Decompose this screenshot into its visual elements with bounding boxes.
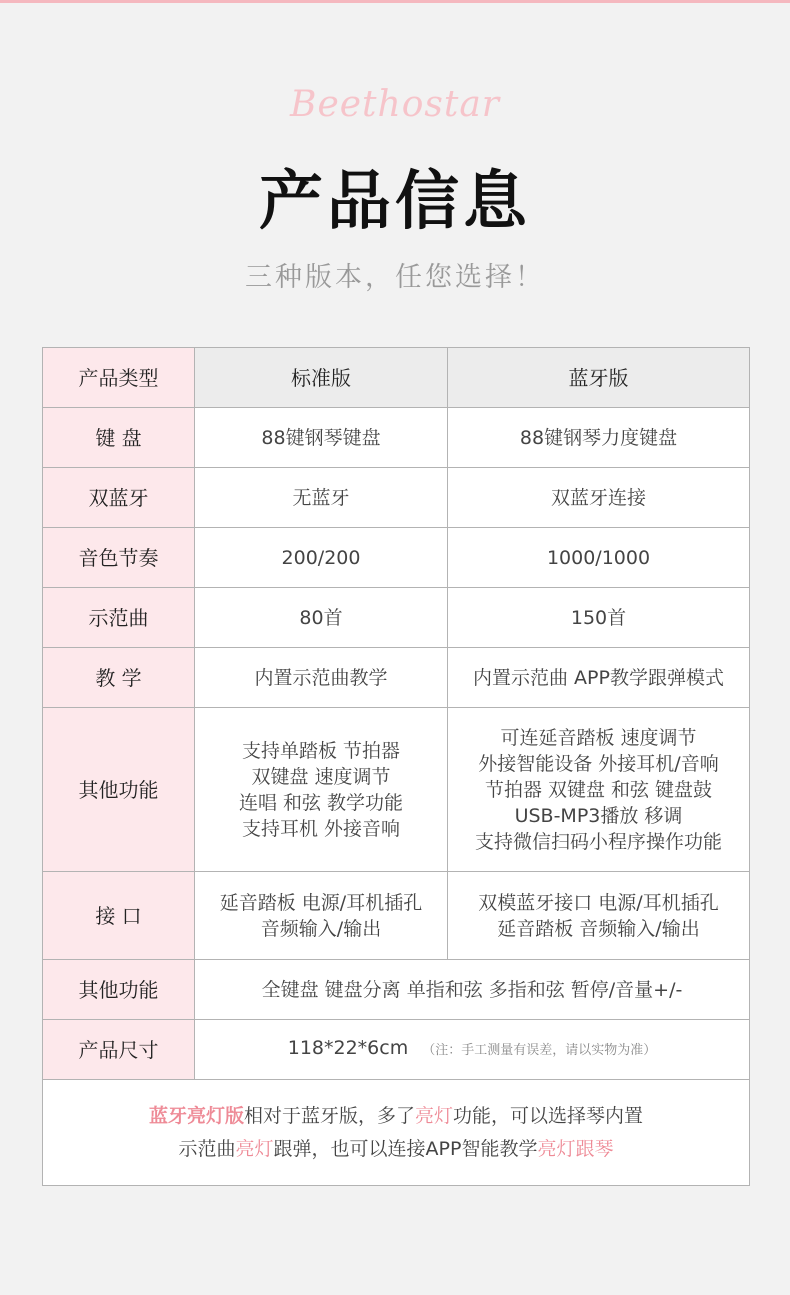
header-bluetooth: 蓝牙版 bbox=[448, 348, 750, 408]
cell-line: 可连延音踏板 速度调节 bbox=[500, 726, 697, 749]
size-note: （注：手工测量有误差，请以实物为准） bbox=[422, 1043, 657, 1058]
brand-logo: Beethostar bbox=[289, 84, 500, 125]
cell-span: 全键盘 键盘分离 单指和弦 多指和弦 暂停/音量+/- bbox=[195, 960, 750, 1020]
cell-size bbox=[195, 1020, 750, 1080]
cell-line: 80首 bbox=[299, 606, 343, 629]
size-value: 118*22*6cm bbox=[287, 1037, 409, 1059]
footer-highlight: 亮灯 bbox=[415, 1104, 454, 1127]
cell-bluetooth bbox=[448, 708, 750, 872]
cell-bluetooth bbox=[448, 648, 750, 708]
cell-bluetooth bbox=[448, 872, 750, 960]
cell-line: 1000/1000 bbox=[546, 546, 651, 569]
cell-bluetooth bbox=[448, 588, 750, 648]
cell-line: 延音踏板 电源/耳机插孔 bbox=[219, 891, 423, 914]
table-header-row bbox=[43, 348, 750, 408]
page-subtitle: 三种版本，任您选择！ bbox=[245, 262, 545, 293]
cell-line: 支持单踏板 节拍器 bbox=[241, 739, 401, 762]
table-row bbox=[43, 588, 750, 648]
table-row-size bbox=[43, 1020, 750, 1080]
row-label: 教 学 bbox=[43, 648, 195, 708]
header-label: 产品类型 bbox=[43, 348, 195, 408]
cell-standard bbox=[195, 872, 448, 960]
cell-line: 外接智能设备 外接耳机/音响 bbox=[478, 752, 719, 775]
cell-bluetooth bbox=[448, 408, 750, 468]
table-row bbox=[43, 708, 750, 872]
product-spec-table bbox=[42, 347, 750, 1186]
header-standard: 标准版 bbox=[195, 348, 448, 408]
cell-line: 支持微信扫码小程序操作功能 bbox=[474, 830, 722, 853]
cell-line: 双键盘 速度调节 bbox=[251, 765, 391, 788]
cell-line: 节拍器 双键盘 和弦 键盘鼓 bbox=[484, 778, 713, 801]
cell-line: 支持耳机 外接音响 bbox=[241, 817, 401, 840]
row-label: 接 口 bbox=[43, 872, 195, 960]
footer-cell bbox=[43, 1080, 750, 1186]
row-label: 键 盘 bbox=[43, 408, 195, 468]
cell-standard bbox=[195, 588, 448, 648]
cell-line: 双模蓝牙接口 电源/耳机插孔 bbox=[478, 891, 719, 914]
cell-line: 连唱 和弦 教学功能 bbox=[238, 791, 404, 814]
table-row bbox=[43, 528, 750, 588]
table-row bbox=[43, 468, 750, 528]
page-title: 产品信息 bbox=[259, 165, 531, 239]
table-row bbox=[43, 960, 750, 1020]
cell-line: 音频输入/输出 bbox=[260, 917, 382, 940]
row-label: 其他功能 bbox=[43, 708, 195, 872]
footer-text: 功能，可以选择琴内置 bbox=[453, 1104, 644, 1127]
footer-line-1 bbox=[47, 1100, 745, 1133]
footer-text: 跟弹，也可以连接APP智能教学 bbox=[273, 1137, 538, 1160]
cell-line: 双蓝牙连接 bbox=[550, 486, 646, 509]
cell-line: 内置示范曲 APP教学跟弹模式 bbox=[473, 666, 724, 689]
cell-line: 88键钢琴键盘 bbox=[261, 426, 381, 449]
cell-line: 88键钢琴力度键盘 bbox=[519, 426, 678, 449]
footer-highlight: 亮灯跟琴 bbox=[537, 1137, 614, 1160]
row-label: 其他功能 bbox=[43, 960, 195, 1020]
cell-line: 内置示范曲教学 bbox=[254, 666, 388, 689]
footer-text: 示范曲 bbox=[178, 1137, 236, 1160]
footer-row bbox=[43, 1080, 750, 1186]
cell-line: 150首 bbox=[570, 606, 627, 629]
row-label: 产品尺寸 bbox=[43, 1020, 195, 1080]
cell-line: USB-MP3播放 移调 bbox=[514, 804, 683, 827]
row-label: 示范曲 bbox=[43, 588, 195, 648]
cell-standard bbox=[195, 468, 448, 528]
top-accent-line bbox=[0, 0, 790, 3]
footer-text: 相对于蓝牙版，多了 bbox=[243, 1104, 415, 1127]
cell-line: 延音踏板 音频输入/输出 bbox=[497, 917, 700, 940]
cell-standard bbox=[195, 528, 448, 588]
footer-highlight: 亮灯 bbox=[235, 1137, 274, 1160]
cell-bluetooth bbox=[448, 528, 750, 588]
row-label: 音色节奏 bbox=[43, 528, 195, 588]
row-label: 双蓝牙 bbox=[43, 468, 195, 528]
cell-line: 无蓝牙 bbox=[292, 486, 350, 509]
cell-bluetooth bbox=[448, 468, 750, 528]
cell-standard bbox=[195, 408, 448, 468]
cell-standard bbox=[195, 708, 448, 872]
table-row bbox=[43, 648, 750, 708]
table-row bbox=[43, 408, 750, 468]
footer-line-2 bbox=[47, 1133, 745, 1166]
cell-standard bbox=[195, 648, 448, 708]
footer-highlight: 蓝牙亮灯版 bbox=[148, 1104, 244, 1127]
table-row bbox=[43, 872, 750, 960]
cell-line: 200/200 bbox=[281, 546, 361, 569]
